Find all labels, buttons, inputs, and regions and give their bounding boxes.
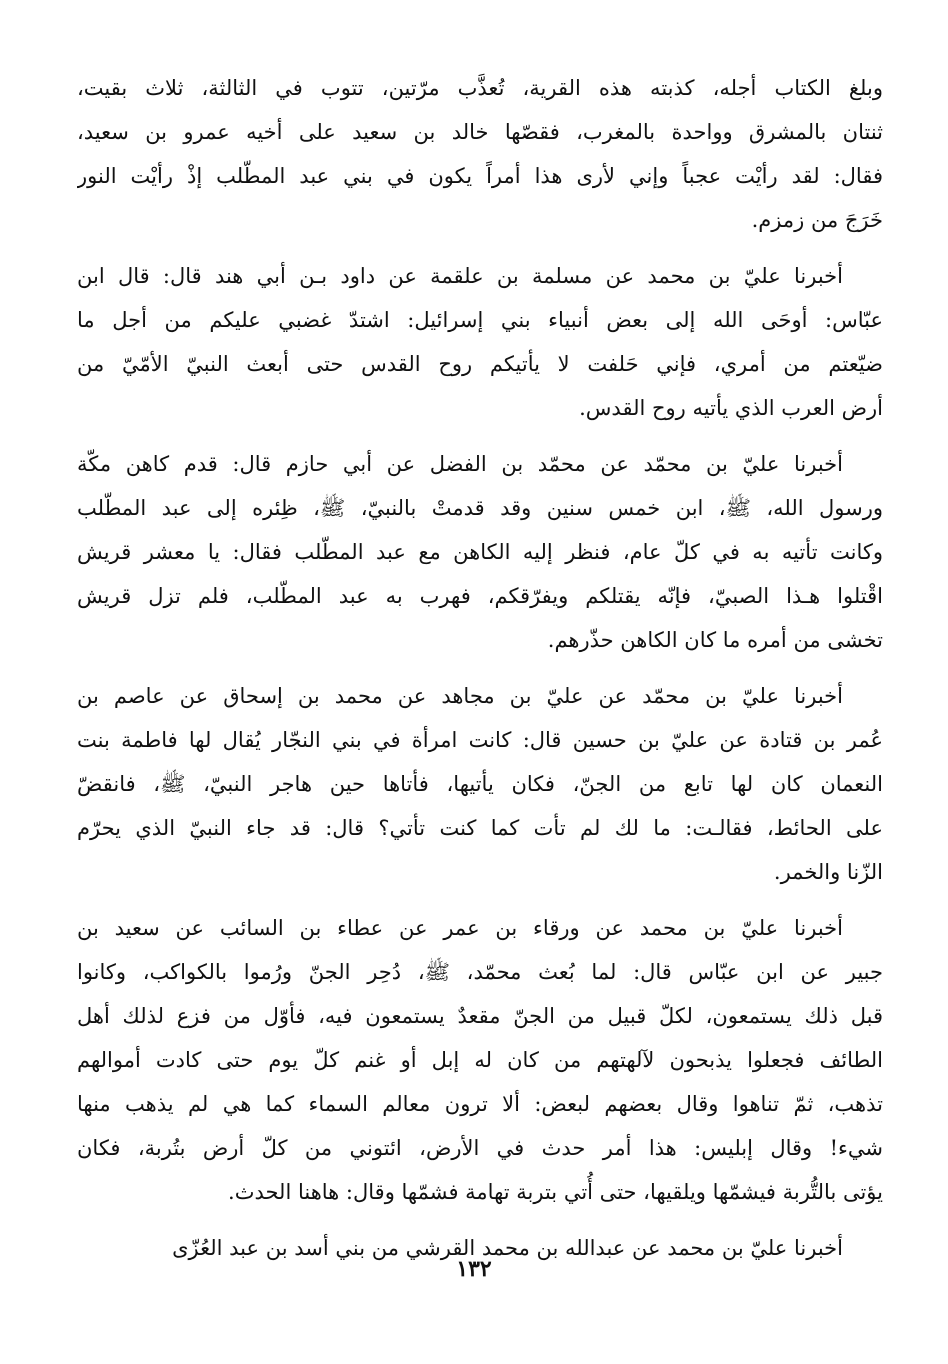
text-line: عُمر بن قتادة عن عليّ بن حسين قال: كانت امرأة في بني النجّار يُقال لها فاطمة بنت	[77, 728, 883, 752]
text-line: قبل ذلك يستمعون، لكلّ قبيل من الجنّ مقعدٌ يستمعون فيه، فأوّل من فزع لذلك أهل	[77, 1004, 883, 1028]
text-line: وبلغ الكتاب أجله، كذبته هذه القرية، تُعذَّب مرّتين، تتوب في الثالثة، ثلاث بقيت،	[77, 76, 883, 100]
paragraph-2	[77, 254, 883, 430]
page-text	[77, 66, 883, 1270]
text-line: شيء! وقال إبليس: هذا أمر حدث في الأرض، ائتوني من كلّ أرض بتُربة، فكان	[77, 1136, 883, 1160]
text-line: ثنتان بالمشرق وواحدة بالمغرب، فقصّها خالد بن سعيد على أخيه عمرو بن سعيد،	[77, 120, 883, 144]
text-line: جبير عن ابن عبّاس قال: لما بُعث محمّد، ﷺ، دُحِر الجنّ ورُموا بالكواكب، وكانوا	[77, 960, 883, 984]
paragraph-3	[77, 442, 883, 662]
text-line: على الحائط، فقالـت: ما لك لم تأت كما كنت تأتي؟ قال: قد جاء النبيّ الذي يحرّم	[77, 816, 883, 840]
text-line: أخبرنا عليّ بن محمد عن عبدالله بن محمد القرشي من بني أسد بن عبد العُزّى	[172, 1236, 843, 1260]
text-line: اقْتلوا هـذا الصبيّ، فإنّه يقتلكم ويفرّقكم، فهرب به عبد المطّلب، فلم تزل قريش	[77, 584, 883, 608]
text-line: أخبرنا عليّ بن محمّد عن عليّ بن مجاهد عن محمد بن إسحاق عن عاصم بن	[77, 684, 843, 708]
text-line: أخبرنا عليّ بن محمد عن مسلمة بن علقمة عن داود بـن أبي هند قال: قال ابن	[77, 264, 843, 288]
text-line: أرض العرب الذي يأتيه روح القدس.	[579, 396, 883, 420]
text-line: النعمان كان لها تابع من الجنّ، فكان يأتيها، فأتاها حين هاجر النبيّ، ﷺ، فانقضّ	[77, 772, 883, 796]
text-line: الزّنا والخمر.	[773, 860, 883, 884]
paragraph-5	[77, 906, 883, 1214]
text-line: الطائف فجعلوا يذبحون لآلهتهم من كان له إبل أو غنم كلّ يوم حتى كادت أموالهم	[77, 1048, 883, 1072]
page-number: ١٣٢	[456, 1256, 492, 1282]
text-line: ضيّعتم من أمري، فإني حَلفت لا يأتيكم روح القدس حتى أبعث النبيّ الأمّيّ من	[77, 352, 883, 376]
text-line: تذهب، ثمّ تناهوا وقال بعضهم لبعض: ألا ترون معالم السماء كما هي لم يذهب منها	[77, 1092, 883, 1116]
paragraph-1	[77, 66, 883, 242]
text-line: ورسول الله، ﷺ، ابن خمس سنين وقد قدمتْ بالنبيّ، ﷺ، ظِئره إلى عبد المطّلب	[77, 496, 883, 520]
text-line: خَرَجَ من زمزم.	[751, 208, 883, 232]
text-line: عبّاس: أوحَى الله إلى بعض أنبياء بني إسرائيل: اشتدّ غضبي عليكم من أجل ما	[77, 308, 883, 332]
text-line: يؤتى بالتُّربة فيشمّها ويلقيها، حتى أُتي بتربة تهامة فشمّها وقال: هاهنا الحدث.	[228, 1180, 883, 1204]
text-line: تخشى من أمره ما كان الكاهن حذّرهم.	[547, 628, 883, 652]
text-line: أخبرنا عليّ بن محمد عن ورقاء بن عمر عن عطاء بن السائب عن سعيد بن	[77, 916, 843, 940]
text-line: أخبرنا عليّ بن محمّد عن محمّد بن الفضل عن أبي حازم قال: قدم كاهن مكّة	[77, 452, 843, 476]
text-line: وكانت تأتيه به في كلّ عام، فنظر إليه الكاهن مع عبد المطّلب فقال: يا معشر قريش	[77, 540, 883, 564]
paragraph-4	[77, 674, 883, 894]
text-line: فقال: لقد رأيْت عجباً وإني لأرى هذا أمراً يكون في بني عبد المطّلب إذْ رأيْت النور	[77, 164, 883, 188]
